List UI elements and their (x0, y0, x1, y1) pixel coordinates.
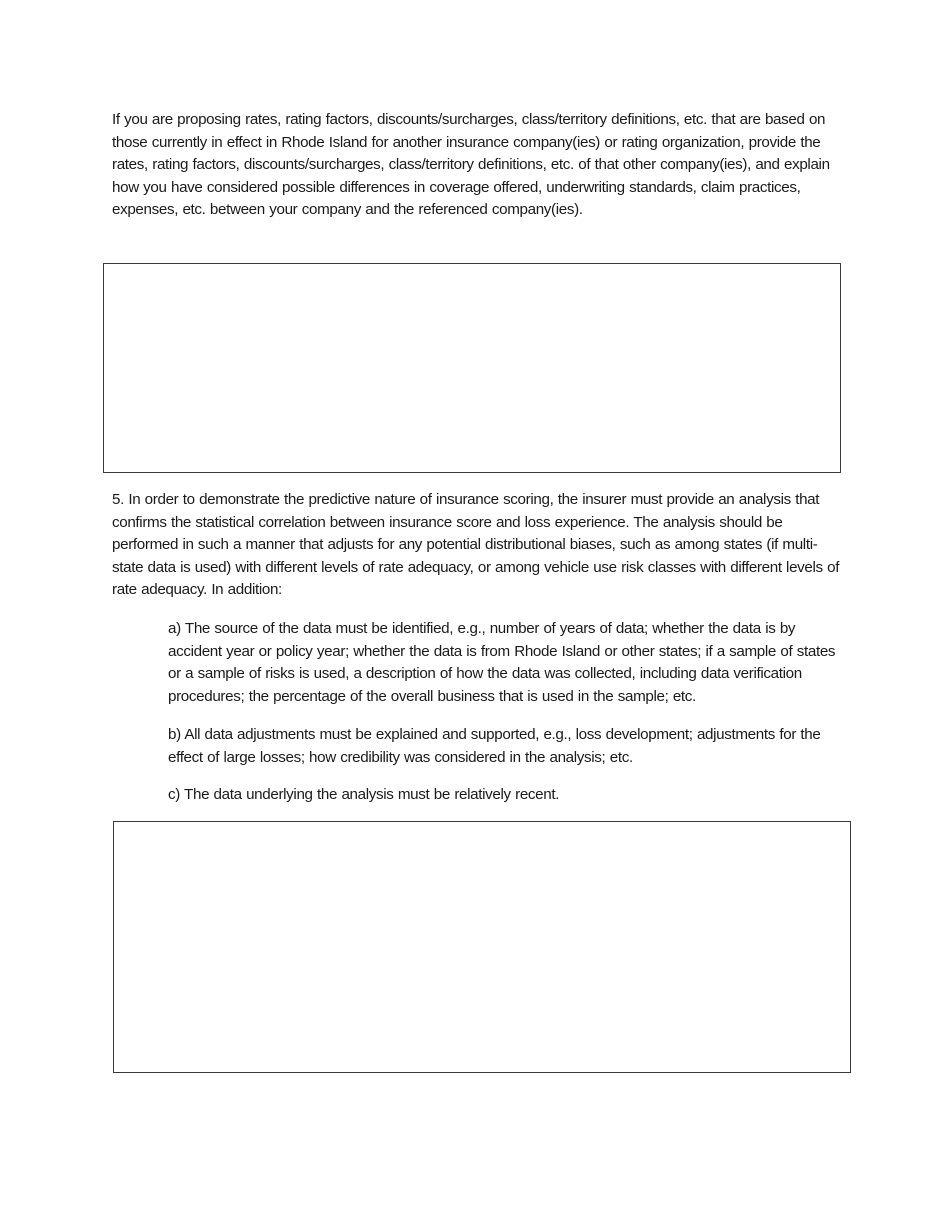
sub-item-c: c) The data underlying the analysis must be relatively recent. (168, 786, 560, 803)
question-5-paragraph: 5. In order to demonstrate the predictive nature of insurance scoring, the insurer must provide an analysis that confirms the statistical correlation between insurance score and loss experience. The analysis should be performed in such a manner that adjusts for any potential distributional biases, such as among states (if multi-state data is used) with different levels of rate adequacy, or among vehicle use risk classes with different levels of rate adequacy. In addition: (112, 491, 840, 599)
sub-item-a: a) The source of the data must be identified, e.g., number of years of data; whether the data is by accident year or policy year; whether the data is from Rhode Island or other states; if a sample of states or a sample of risks is used, a description of how the data was collected, including data verification procedures; the percentage of the overall business that is used in the sample; etc. (168, 620, 836, 705)
sub-item-b: b) All data adjustments must be explained and supported, e.g., loss development; adjustments for the effect of large losses; how credibility was considered in the analysis; etc. (168, 726, 821, 766)
answer-box-question-5[interactable] (113, 821, 851, 1073)
answer-box-rating-basis[interactable] (103, 263, 841, 473)
intro-paragraph: If you are proposing rates, rating factors, discounts/surcharges, class/territory definitions, etc. that are based on those currently in effect in Rhode Island for another insurance company(ies) or rating organization, provide the rates, rating factors, discounts/surcharges, class/territory definitions, etc. of that other company(ies), and explain how you have considered possible differences in coverage offered, underwriting standards, claim practices, expenses, etc. between your company and the referenced company(ies). (112, 111, 830, 219)
